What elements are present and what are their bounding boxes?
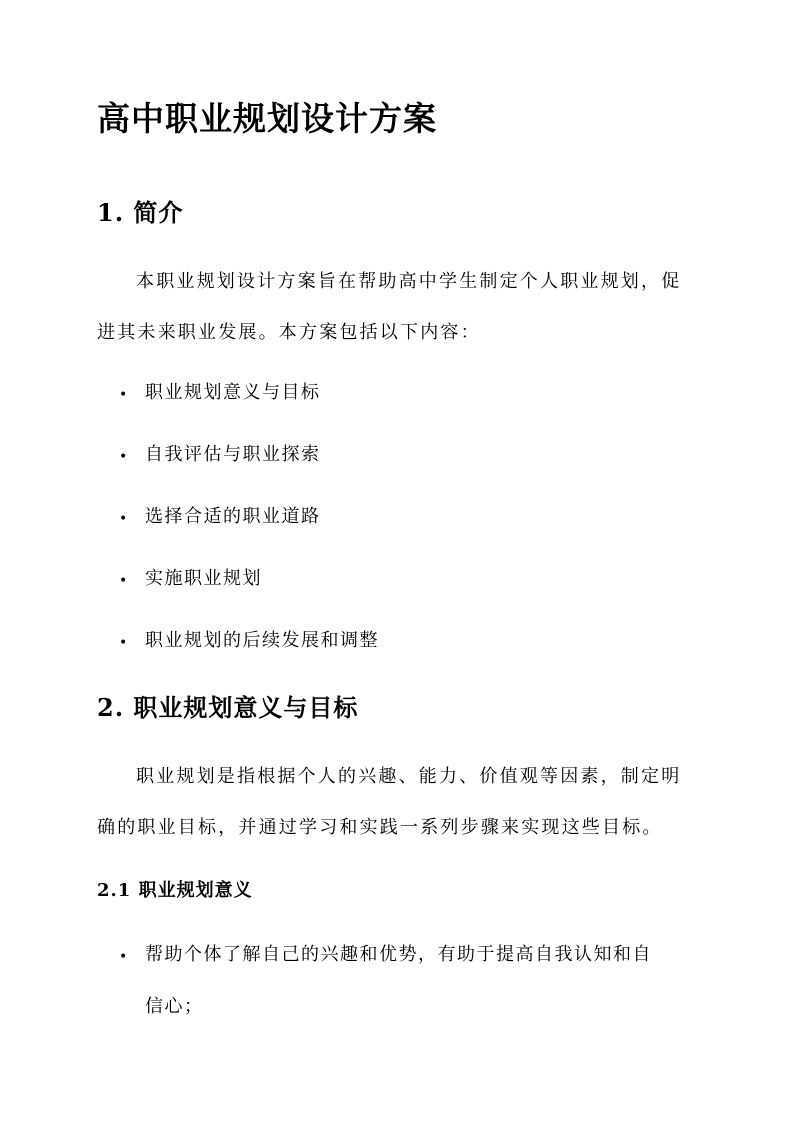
bullet-marker: •	[119, 573, 128, 589]
intro-list-item: 职业规划意义与目标	[145, 382, 321, 403]
intro-paragraph-line-1: 本职业规划设计方案旨在帮助高中学生制定个人职业规划，促	[136, 271, 682, 292]
bullet-marker: •	[119, 387, 128, 403]
intro-list-item: 自我评估与职业探索	[145, 444, 321, 465]
document-title: 高中职业规划设计方案	[97, 99, 437, 138]
subsection-heading-meaning: 2.1 职业规划意义	[97, 880, 253, 901]
bullet-marker: •	[119, 949, 128, 965]
bullet-marker: •	[119, 635, 128, 651]
bullet-marker: •	[119, 511, 128, 527]
intro-paragraph-line-2: 进其未来职业发展。本方案包括以下内容：	[97, 322, 481, 343]
meaning-list-item-line-2: 信心；	[145, 996, 204, 1017]
intro-list-item: 实施职业规划	[145, 568, 262, 589]
section-heading-introduction: 1. 简介	[97, 198, 184, 227]
section-heading-career-planning-meaning: 2. 职业规划意义与目标	[97, 693, 359, 722]
meaning-paragraph-line-1: 职业规划是指根据个人的兴趣、能力、价值观等因素，制定明	[136, 766, 682, 787]
bullet-marker: •	[119, 449, 128, 465]
intro-list-item: 职业规划的后续发展和调整	[145, 630, 379, 651]
intro-list-item: 选择合适的职业道路	[145, 506, 321, 527]
meaning-paragraph-line-2: 确的职业目标，并通过学习和实践一系列步骤来实现这些目标。	[97, 817, 663, 838]
meaning-list-item-line-1: 帮助个体了解自己的兴趣和优势，有助于提高自我认知和自	[145, 944, 652, 965]
